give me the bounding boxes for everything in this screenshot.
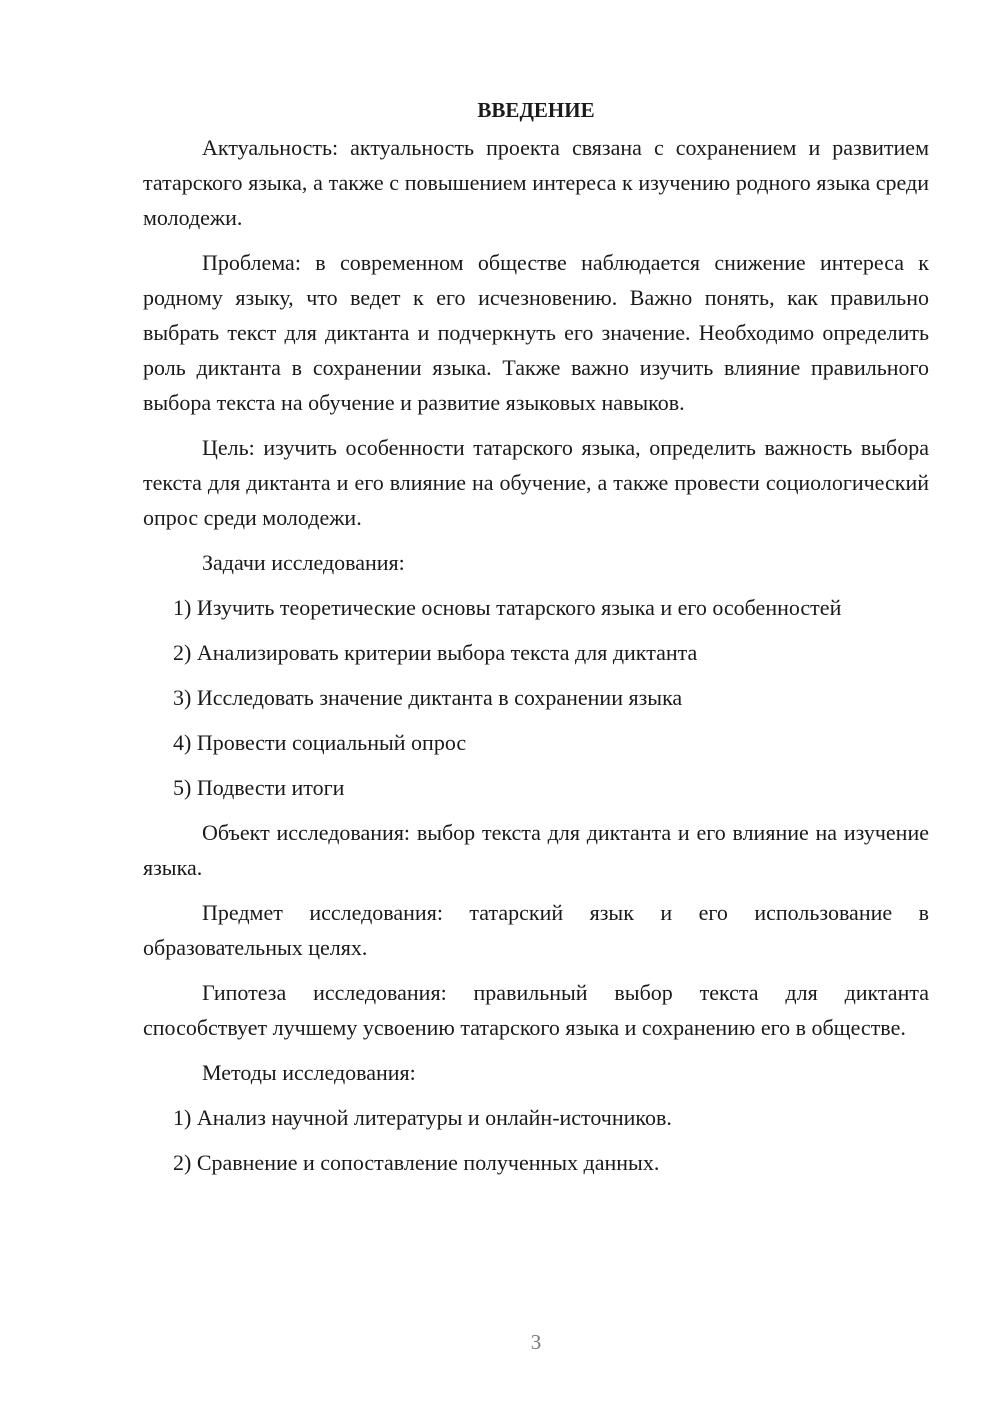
list-item: 2) Анализировать критерии выбора текста для диктанта — [173, 640, 698, 665]
paragraph-relevance: Актуальность: актуальность проекта связана с сохранением и развитием татарского языка, а также с повышением интереса к изучению родного языка среди молодежи. — [143, 135, 929, 230]
list-item: 1) Анализ научной литературы и онлайн-источников. — [173, 1105, 672, 1130]
list-item: 4) Провести социальный опрос — [173, 730, 467, 755]
paragraph-hypothesis: Гипотеза исследования: правильный выбор текста для диктанта способствует лучшему усвоению татарского языка и сохранению его в обществе. — [143, 980, 929, 1040]
document-title: ВВЕДЕНИЕ — [477, 98, 595, 122]
page-number: 3 — [530, 1330, 542, 1354]
tasks-heading: Задачи исследования: — [202, 550, 405, 575]
tasks-list — [143, 590, 929, 805]
paragraph-subject: Предмет исследования: татарский язык и его использование в образовательных целях. — [143, 900, 929, 960]
list-item: 1) Изучить теоретические основы татарского языка и его особенностей — [173, 595, 842, 620]
paragraph-object: Объект исследования: выбор текста для диктанта и его влияние на изучение языка. — [143, 820, 929, 880]
paragraph-goal: Цель: изучить особенности татарского языка, определить важность выбора текста для диктанта и его влияние на обучение, а также провести социологический опрос среди молодежи. — [143, 435, 929, 530]
paragraph-problem: Проблема: в современном обществе наблюдается снижение интереса к родному языку, что ведет к его исчезновению. Важно понять, как правильно выбрать текст для диктанта и подчеркнуть его значение. Необходимо определить роль диктанта в сохранении языка. Также важно изучить влияние правильного выбора текста на обучение и развитие языковых навыков. — [143, 250, 929, 415]
methods-heading: Методы исследования: — [202, 1060, 416, 1085]
list-item: 2) Сравнение и сопоставление полученных данных. — [173, 1150, 660, 1175]
methods-list — [143, 1100, 929, 1180]
list-item: 3) Исследовать значение диктанта в сохранении языка — [173, 685, 683, 710]
list-item: 5) Подвести итоги — [173, 775, 345, 800]
document-page — [143, 92, 929, 1190]
